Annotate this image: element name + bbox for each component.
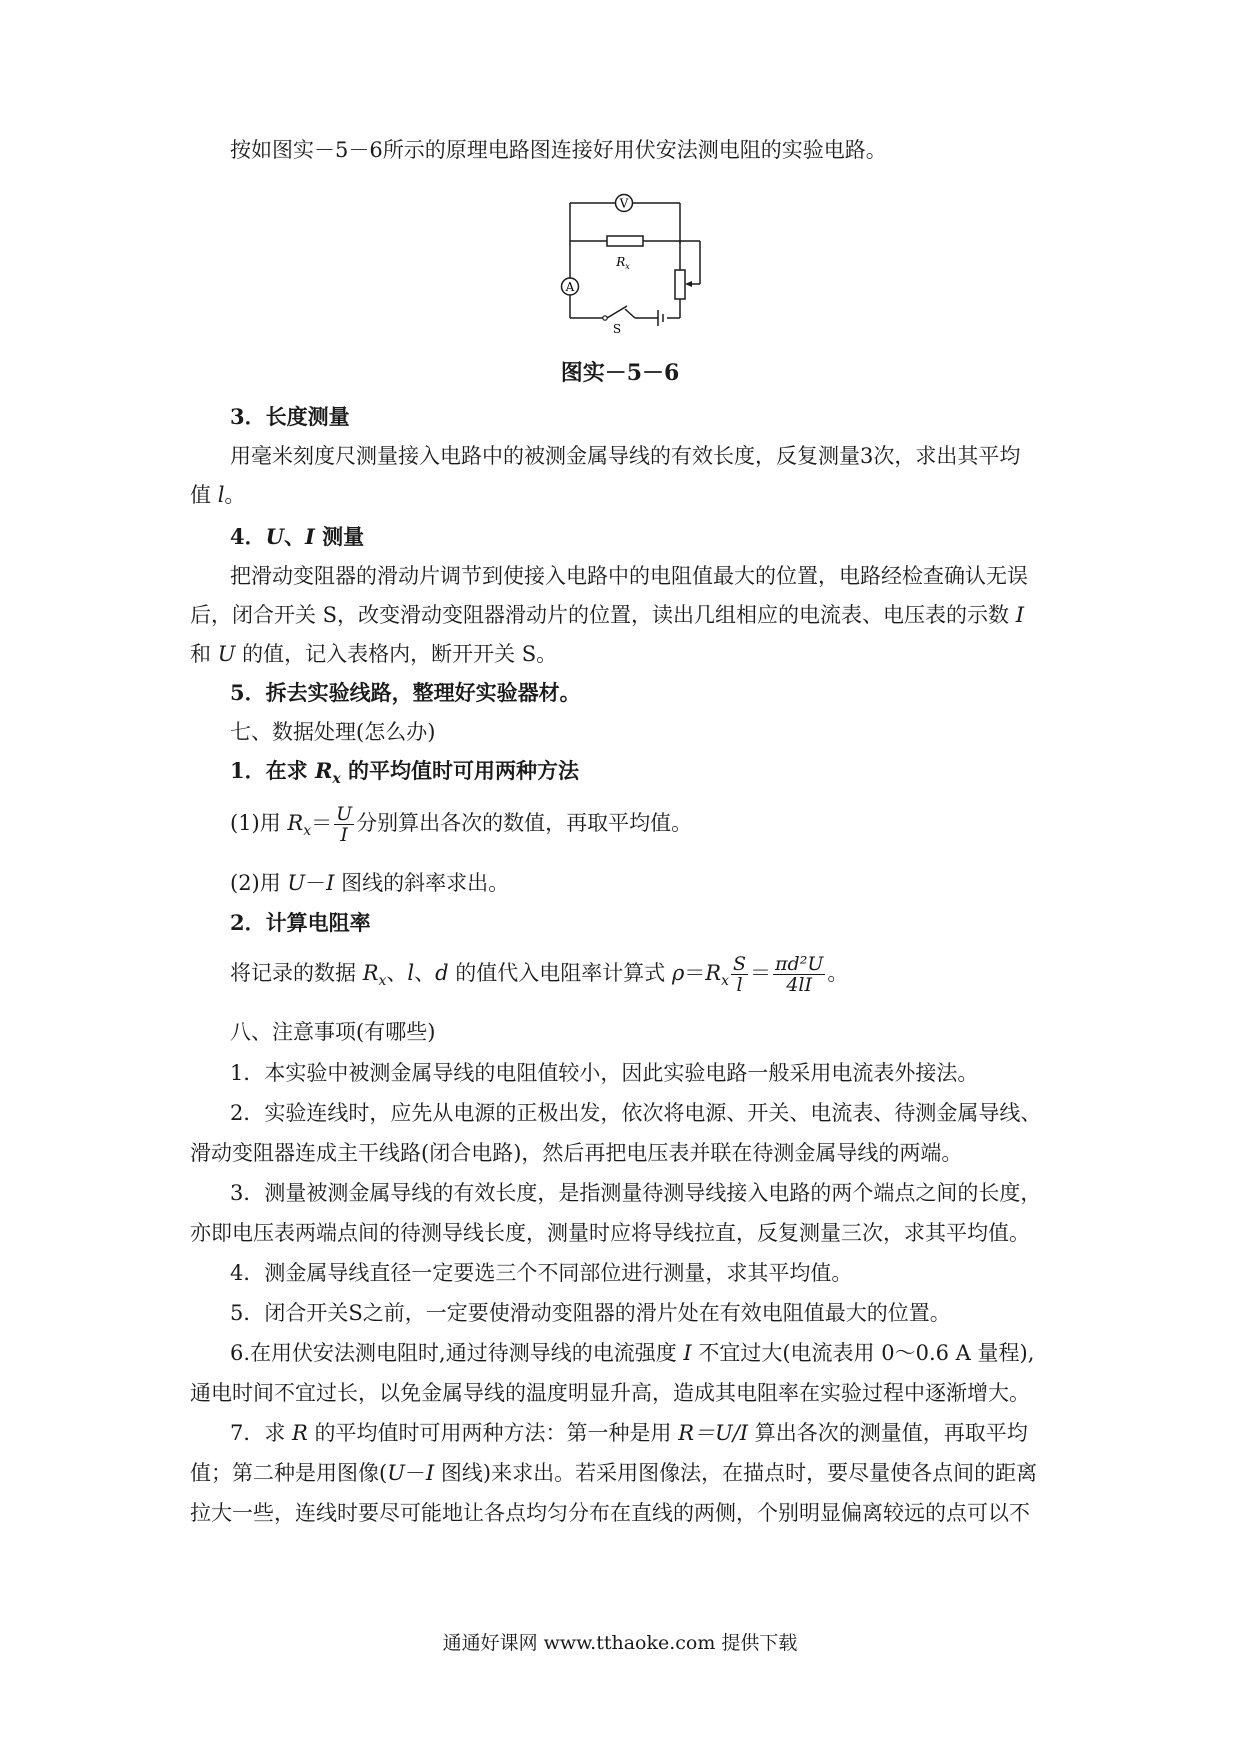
note-4: 4．测金属导线直径一定要选三个不同部位进行测量，求其平均值。 <box>230 1261 853 1285</box>
switch-icon <box>603 316 621 333</box>
section-4-line-3: 和 U 的值，记入表格内，断开开关 S。 <box>190 642 558 666</box>
section-7-sub-2: 2．计算电阻率 <box>230 910 371 935</box>
section-3-title: 3．长度测量 <box>230 404 350 429</box>
note-2-line-2: 滑动变阻器连成主干线路(闭合电路)，然后再把电压表并联在待测金属导线的两端。 <box>190 1141 963 1165</box>
ammeter-icon <box>562 278 579 295</box>
resistivity-formula: 将记录的数据 $R_x$、l、d 的值代入电阻率计算式 $\rho=R_x$ $\frac{S}{l}$ ＝ $\frac{\text{πd²U}}{4lI}$ 。 <box>230 953 849 996</box>
note-5: 5．闭合开关S之前，一定要使滑动变阻器的滑片处在有效电阻值最大的位置。 <box>230 1301 951 1325</box>
note-7-line-1: 7．求 R 的平均值时可用两种方法：第一种是用 R＝U/I 算出各次的测量值，再取平均 <box>230 1421 1028 1445</box>
rheostat-icon <box>675 270 692 299</box>
voltmeter-icon <box>616 195 633 212</box>
svg-text:V: V <box>619 196 629 211</box>
section-3-line-1: 用毫米刻度尺测量接入电路中的被测金属导线的有效长度，反复测量3次，求出其平均 <box>230 444 1021 468</box>
note-6-line-1: 6.在用伏安法测电阻时,通过待测导线的电流强度 I 不宜过大(电流表用 0～0.6 A 量程), <box>230 1341 1035 1365</box>
note-1: 1．本实验中被测金属导线的电阻值较小，因此实验电路一般采用电流表外接法。 <box>230 1061 979 1085</box>
section-5-title: 5．拆去实验线路，整理好实验器材。 <box>230 680 581 705</box>
page-footer: 通通好课网 www.tthaoke.com 提供下载 <box>442 1632 798 1654</box>
note-3-line-1: 3．测量被测金属导线的有效长度，是指测量待测导线接入电路的两个端点之间的长度， <box>230 1181 1042 1205</box>
fraction-u-over-i: $\frac{U}{I}$ <box>336 803 353 846</box>
intro-paragraph: 按如图实－5－6所示的原理电路图连接好用伏安法测电阻的实验电路。 <box>230 138 887 162</box>
note-2-line-1: 2．实验连线时，应先从电源的正极出发，依次将电源、开关、电流表、待测金属导线、 <box>230 1101 1042 1125</box>
section-4-line-1: 把滑动变阻器的滑动片调节到使接入电路中的电阻值最大的位置，电路经检查确认无误 <box>230 564 1028 588</box>
section-4-title: 4．U、I 测量 <box>230 524 365 549</box>
svg-text:Rx: $R_x$ <box>616 255 630 271</box>
circuit-diagram <box>555 188 725 333</box>
section-4-line-2: 后，闭合开关 S，改变滑动变阻器滑动片的位置，读出几组相应的电流表、电压表的示数 I <box>190 603 1025 627</box>
note-7-line-2: 值；第二种是用图像(U－I 图线)来求出。若采用图像法，在描点时，要尽量使各点间的距离 <box>190 1461 1038 1485</box>
method-2: (2)用 U－I 图线的斜率求出。 <box>230 871 510 895</box>
section-7-title: 七、数据处理(怎么办) <box>230 720 436 744</box>
figure-caption: 图实－5－6 <box>560 360 680 386</box>
section-8-title: 八、注意事项(有哪些) <box>230 1020 436 1044</box>
method-1: (1)用 $R_x=$ $\frac{U}{I}$ 分别算出各次的数值，再取平均值。 <box>230 803 693 846</box>
resistor-rx <box>607 236 643 271</box>
svg-text:S: S <box>612 322 622 333</box>
fraction-s-over-l: $\frac{S}{l}$ <box>733 953 747 996</box>
svg-text:A: A <box>565 280 575 294</box>
note-3-line-2: 亦即电压表两端点间的待测导线长度，测量时应将导线拉直，反复测量三次，求其平均值。 <box>190 1221 1030 1245</box>
note-7-line-3: 拉大一些，连线时要尽可能地让各点均匀分布在直线的两侧，个别明显偏离较远的点可以不 <box>190 1501 1030 1525</box>
section-7-sub-1: 1．在求 $R_x$ 的平均值时可用两种方法 <box>230 758 580 788</box>
fraction-resistivity: $\frac{\text{πd²U}}{4lI}$ <box>775 953 824 996</box>
note-6-line-2: 通电时间不宜过长，以免金属导线的温度明显升高，造成其电阻率在实验过程中逐渐增大。 <box>190 1381 1030 1405</box>
section-3-line-2: 值 l。 <box>190 483 246 507</box>
